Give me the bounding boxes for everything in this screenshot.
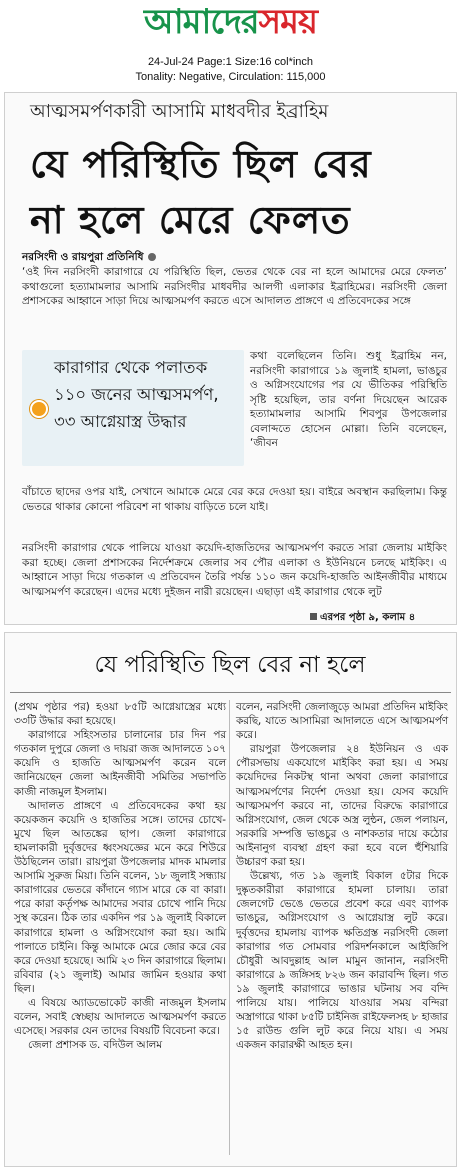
- article2-headline: যে পরিস্থিতি ছিল বের না হলে: [94, 652, 366, 678]
- article1-byline: [22, 250, 156, 264]
- paragraph: কারাগারে সহিংসতার চালানোর চার দিন পর গতকাল দুপুরে জেলা ও দায়রা জজ আদালতে ১০৭ কয়েদি ও হাজতি আত্মসমর্পণ করেন বলে জানিয়েছেন জেলা আইনজীবী সমিতির সভাপতি কাজী নাজমুল ইসলাম।: [14, 729, 226, 798]
- byline-text: নরসিংদী ও রায়পুরা প্রতিনিধি: [22, 251, 144, 263]
- article1-intro: ‘ওই দিন নরসিংদী কারাগারে যে পরিস্থিতি ছিল, ভেতর থেকে বের না হলে আমাদের মেরে ফেলত’ কথাগুলো হত্যামামলার আসামি নরসিংদীর মাধবদীর আলগী এলাকার ইব্রাহিমের। নরসিংদী জেলা প্রশাসকের আহ্বানে সাড়া দিয়ে আত্মসমর্পণ করতে এসে আদালত প্রাঙ্গণে এ প্রতিবেদকের সঙ্গে: [22, 266, 447, 307]
- continued-note: [310, 611, 415, 624]
- paragraph: বলেন, নরসিংদী জেলাজুড়ে আমরা প্রতিদিন মাইকিং করছি, যাতে আসামিরা আদালতে এসে আত্মসমর্পণ করে।: [236, 701, 448, 742]
- paragraph: (প্রথম পৃষ্ঠার পর) হওয়া ৮৫টি আগ্নেয়াস্ত্রের মধ্যে ৩৩টি উদ্ধার করা হয়েছে।: [14, 701, 226, 728]
- masthead: [0, 0, 461, 44]
- article1-right-column: কথা বলেছিলেন তিনি। শুধু ইব্রাহিম নন, নরসিংদী কারাগারে ১৯ জুলাই হামলা, ভাঙচুর ও অগ্নিসংযোগের পর যে ভীতিকর পরিস্থিতি সৃষ্টি হয়েছিল, তার বর্ণনা দিয়েছেন আরেক হত্যামামলার আসামি শিবপুর উপজেলার বেলাব্দতে হোসেন মোল্লা। তিনি বলেছেন, ‘জীবন: [250, 350, 447, 449]
- paragraph: এ বিষয়ে অ্যাডভোকেট কাজী নাজমুল ইসলাম বলেন, সবাই স্বেচ্ছায় আদালতে আত্মসমর্পণ করতে এসেছে। সরকার যেন তাদের বিষয়টি বিবেচনা করে।: [14, 996, 226, 1038]
- article2-left-column: [14, 700, 226, 1052]
- logo-part-green: আমাদের: [144, 2, 259, 42]
- article1-headline-line1: যে পরিস্থিতি ছিল বের: [30, 142, 372, 186]
- paragraph: রায়পুরা উপজেলার ২৪ ইউনিয়ন ও এক পৌরসভায় একযোগে মাইকিং করা হয়। এ সময় কয়েদিদের নিকটস্থ থানা অথবা জেলা কারাগারে আত্মসমর্পণের নির্দেশ দেওয়া হয়। যেসব কয়েদি আত্মসমর্পণ করবে না, তাদের বিরুদ্ধে কারাগারে অগ্নিসংযোগ, জেল থেকে অস্ত্র লুন্ঠন, জেল পলায়ন, সরকারি সম্পত্তি ভাঙচুর ও নাশকতার দায়ে কঠোর আইনানুগ ব্যবস্থা গ্রহণ করা হবে বলে হুঁশিয়ারি উচ্চারণ করা হয়।: [236, 743, 448, 869]
- article2-right-column: [236, 700, 448, 1052]
- article1-callout: [22, 350, 244, 466]
- article1-paragraph3: নরসিংদী কারাগার থেকে পালিয়ে যাওয়া কয়েদি-হাজতিদের আত্মসমর্পণ করতে সারা জেলায় মাইকিং করা হচ্ছে। জেলা প্রশাসকের নির্দেশক্রমে জেলার সব পৌর এলাকা ও ইউনিয়নে চলছে মাইকিং। এ আহ্বানে সাড়া দিয়ে গতকাল এ প্রতিবেদন তৈরি পর্যন্ত ১১০ জন কয়েদি-হাজতি আইনজীবীর মাধ্যমে আত্মসমর্পণ করেছেন। এদের মধ্যে দুইজন নারী রয়েছেন। এছাড়া এই কারাগার থেকে লুট: [22, 542, 447, 598]
- clipping-info-line1: 24-Jul-24 Page:1 Size:16 col*inch: [147, 56, 314, 68]
- clipping-info-line2: Tonality: Negative, Circulation: 115,000: [135, 71, 326, 83]
- logo-part-red: সময়: [258, 2, 317, 42]
- square-bullet-icon: [310, 613, 317, 620]
- paragraph: আদালত প্রাঙ্গণে এ প্রতিবেদকের কথা হয় কয়েকজন কয়েদি ও হাজতির সঙ্গে। তাদের চোখে-মুখে ছিল আতঙ্কের ছাপ। জেলা কারাগারে হামলাকারী দুর্বৃত্তদের ধ্বংসযজ্ঞের মনে করে শিউরে উঠছিলেন তারা। রায়পুরা উপজেলার মাদক মামলার আসামি সুরুজ মিয়া। তিনি বলেন, ১৮ জুলাই সন্ধ্যায় কারাগারের ভেতরে কাঁদানে গ্যাস মারে কে বা কারা। পরে কারা কর্তৃপক্ষ আমাদের সবার চোখে পানি দিয়ে সুস্থ করেন। ঠিক তার একদিন পর ১৯ জুলাই বিকালে কারাগারে হামলা ও অগ্নিসংযোগ করা হয়। আমি পালাতে চাইনি। কিন্তু আমাকে মেরে জোর করে বের করে দেওয়া হয়েছে। আমি ২৩ দিন কারাগারে ছিলাম। রবিবার (২১ জুলাই) আমার জামিন হওয়ার কথা ছিল।: [14, 799, 226, 995]
- bullet-dot-icon: [148, 253, 156, 261]
- divider: [10, 692, 451, 693]
- column-divider: [229, 700, 230, 1155]
- continued-text: এরপর পৃষ্ঠা ৯, কলাম ৪: [320, 612, 416, 623]
- orange-dot-icon: [30, 400, 48, 418]
- paragraph: উল্লেখ্য, গত ১৯ জুলাই বিকাল ৫টার দিকে দুষ্কৃতকারীরা কারাগারে হামলা চালায়। তারা জেলগেট ভেঙে ভেতরে প্রবেশ করে এবং ব্যাপক ভাঙচুর, অগ্নিসংযোগ ও আগ্নেয়াস্ত্র লুট করে। দুর্বৃত্তদের হামলায় ব্যাপক ক্ষতিগ্রস্ত নরসিংদী জেলা কারাগার গত সোমবার পরিদর্শনকালে আইজিপি চৌধুরী আবদুল্লাহ আল মামুন জানান, নরসিংদী কারাগারে ৯ জঙ্গিসহ ৮২৬ জন কারাবন্দি ছিল। গত ১৯ জুলাই কারাগারে ভাঙার ঘটনায় সব বন্দি পালিয়ে যায়। পালিয়ে যাওয়ার সময় বন্দিরা অস্ত্রাগারে থাকা ৮৫টি চাইনিজ রাইফেলসহ ৮ হাজার ১৫ রাউন্ড গুলি লুট করে নিয়ে যায়। এ সময় একজন কারারক্ষী আহত হন।: [236, 870, 448, 1052]
- article1-kicker: আত্মসমর্পণকারী আসামি মাধবদীর ইব্রাহিম: [30, 101, 329, 122]
- callout-text: কারাগার থেকে পলাতক ১১০ জনের আত্মসমর্পণ, ৩৩ আগ্নেয়াস্ত্র উদ্ধার: [54, 358, 219, 431]
- paragraph: জেলা প্রশাসক ড. বদিউল আলম: [28, 1039, 162, 1052]
- newspaper-logo: [144, 2, 317, 42]
- article1-paragraph2: বাঁচাতে ছাদের ওপর যাই, সেখানে আমাকে মেরে বের করে দেওয়া হয়। বাইরে অবস্থান করছিলাম। কিন্তু ভেতরে থাকার কোনো পরিবেশ না থাকায় বাড়িতে চলে যাই।: [22, 486, 447, 513]
- article1-headline-line2: না হলে মেরে ফেলত: [30, 198, 351, 242]
